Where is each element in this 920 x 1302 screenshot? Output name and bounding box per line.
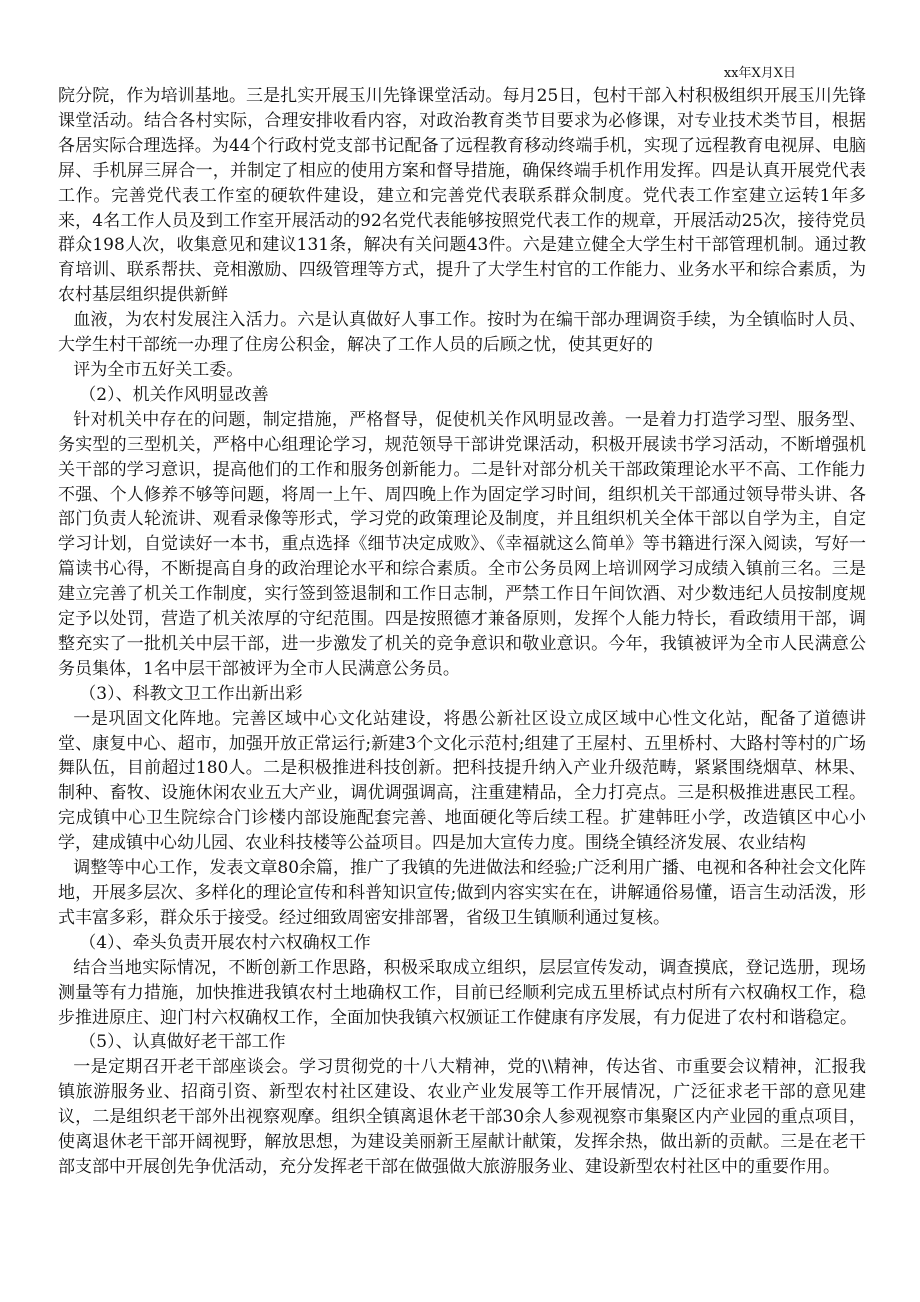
paragraph: 针对机关中存在的问题，制定措施，严格督导，促使机关作风明显改善。一是着力打造学习型、服务型、务实型的三型机关，严格中心组理论学习，规范领导干部讲党课活动，积极开展读书学习活动，不断增强机关干部的学习意识，提高他们的工作和服务创新能力。二是针对部分机关干部政策理论水平不高、工作能力不强、个人修养不够等问题，将周一上午、周四晚上作为固定学习时间，组织机关干部通过领导带头讲、各部门负责人轮流讲、观看录像等形式，学习党的政策理论及制度，并且组织机关全体干部以自学为主，自定学习计划，自觉读好一本书，重点选择《细节决定成败》、《幸福就这么简单》等书籍进行深入阅读，写好一篇读书心得，不断提高自身的政治理论水平和综合素质。全市公务员网上培训网学习成绩入镇前三名。三是建立完善了机关工作制度，实行签到签退制和工作日志制，严禁工作日午间饮酒、对少数违纪人员按制度规定予以处罚，营造了机关浓厚的守纪范围。四是按照德才兼备原则，发挥个人能力特长，看政绩用干部，调整充实了一批机关中层干部，进一步激发了机关的竞争意识和敬业意识。今年，我镇被评为全市人民满意公务员集体，1名中层干部被评为全市人民满意公务员。: [58, 409, 866, 679]
section-heading: （5）、认真做好老干部工作: [79, 1032, 286, 1053]
paragraph: 一是巩固文化阵地。完善区域中心文化站建设，将愚公新社区设立成区域中心性文化站，配备了道德讲堂、康复中心、超市，加强开放正常运行;新建3个文化示范村;组建了王屋村、五里桥村、大路村等村的广场舞队伍，目前超过180人。二是积极推进科技创新。把科技提升纳入产业升级范畴，紧紧围绕烟草、林果、制种、畜牧、设施休闲农业五大产业，调优调强调高，注重建精品，全力打亮点。三是积极推进惠民工程。完成镇中心卫生院综合门诊楼内部设施配套完善、地面硬化等后续工程。扩建韩旺小学，改造镇区中心小学，建成镇中心幼儿园、农业科技楼等公益项目。四是加大宣传力度。围绕全镇经济发展、农业结构: [58, 708, 866, 854]
paragraph: 血液，为农村发展注入活力。六是认真做好人事工作。按时为在编干部办理调资手续，为全镇临时人员、大学生村干部统一办理了住房公积金，解决了工作人员的后顾之忧，使其更好的: [58, 310, 866, 356]
paragraph: 结合当地实际情况，不断创新工作思路，积极采取成立组织，层层宣传发动，调查摸底，登记选册，现场测量等有力措施，加快推进我镇农村土地确权工作，目前已经顺利完成五里桥试点村所有六权确权工作，稳步推进原庄、迎门村六权确权工作，全面加快我镇六权颁证工作健康有序发展，有力促进了农村和谐稳定。: [58, 957, 866, 1028]
paragraph: 调整等中心工作，发表文章80余篇，推广了我镇的先进做法和经验;广泛利用广播、电视和各种社会文化阵地，开展多层次、多样化的理论宣传和科普知识宣传;做到内容实实在在，讲解通俗易懂，语言生动活泼，形式丰富多彩，群众乐于接受。经过细致周密安排部署，省级卫生镇顺利通过复核。: [58, 858, 866, 928]
paragraph: 评为全市五好关工委。: [73, 359, 244, 380]
section-heading: （3）、科教文卫工作出新出彩: [79, 683, 303, 704]
paragraph-continued: 院分院，作为培训基地。三是扎实开展玉川先锋课堂活动。每月25日，包村干部入村积极组织开展玉川先锋课堂活动。结合各村实际，合理安排收看内容，对政治教育类节目要求为必修课，对专业技术类节目，根据各居实际合理选择。为44个行政村党支部书记配备了远程教育移动终端手机，实现了远程教育电视屏、电脑屏、手机屏三屏合一，并制定了相应的使用方案和督导措施，确保终端手机作用发挥。四是认真开展党代表工作。完善党代表工作室的硬软件建设，建立和完善党代表联系群众制度。党代表工作室建立运转1年多来，4名工作人员及到工作室开展活动的92名党代表能够按照党代表工作的规章，开展活动25次，接待党员群众198人次，收集意见和建议131条，解决有关问题43件。六是建立健全大学生村干部管理机制。通过教育培训、联系帮扶、竞相激励、四级管理等方式，提升了大学生村官的工作能力、业务水平和综合素质，为农村基层组织提供新鲜: [58, 86, 866, 306]
paragraph: 一是定期召开老干部座谈会。学习贯彻党的十八大精神，党的\\精神，传达省、市重要会议精神，汇报我镇旅游服务业、招商引资、新型农村社区建设、农业产业发展等工作开展情况，广泛征求老干部的意见建议，二是组织老干部外出视察观摩。组织全镇离退休老干部30余人参观视察市集聚区内产业园的重点项目，使离退休老干部开阔视野，解放思想，为建设美丽新王屋献计献策，发挥余热，做出新的贡献。三是在老干部支部中开展创先争优活动，充分发挥老干部在做强做大旅游服务业、建设新型农村社区中的重要作用。: [58, 1057, 866, 1177]
section-heading: （2）、机关作风明显改善: [79, 384, 269, 405]
header-date: xx年X月X日: [723, 66, 796, 81]
document-body: [58, 84, 866, 1180]
section-heading: （4）、牵头负责开展农村六权确权工作: [79, 932, 371, 953]
